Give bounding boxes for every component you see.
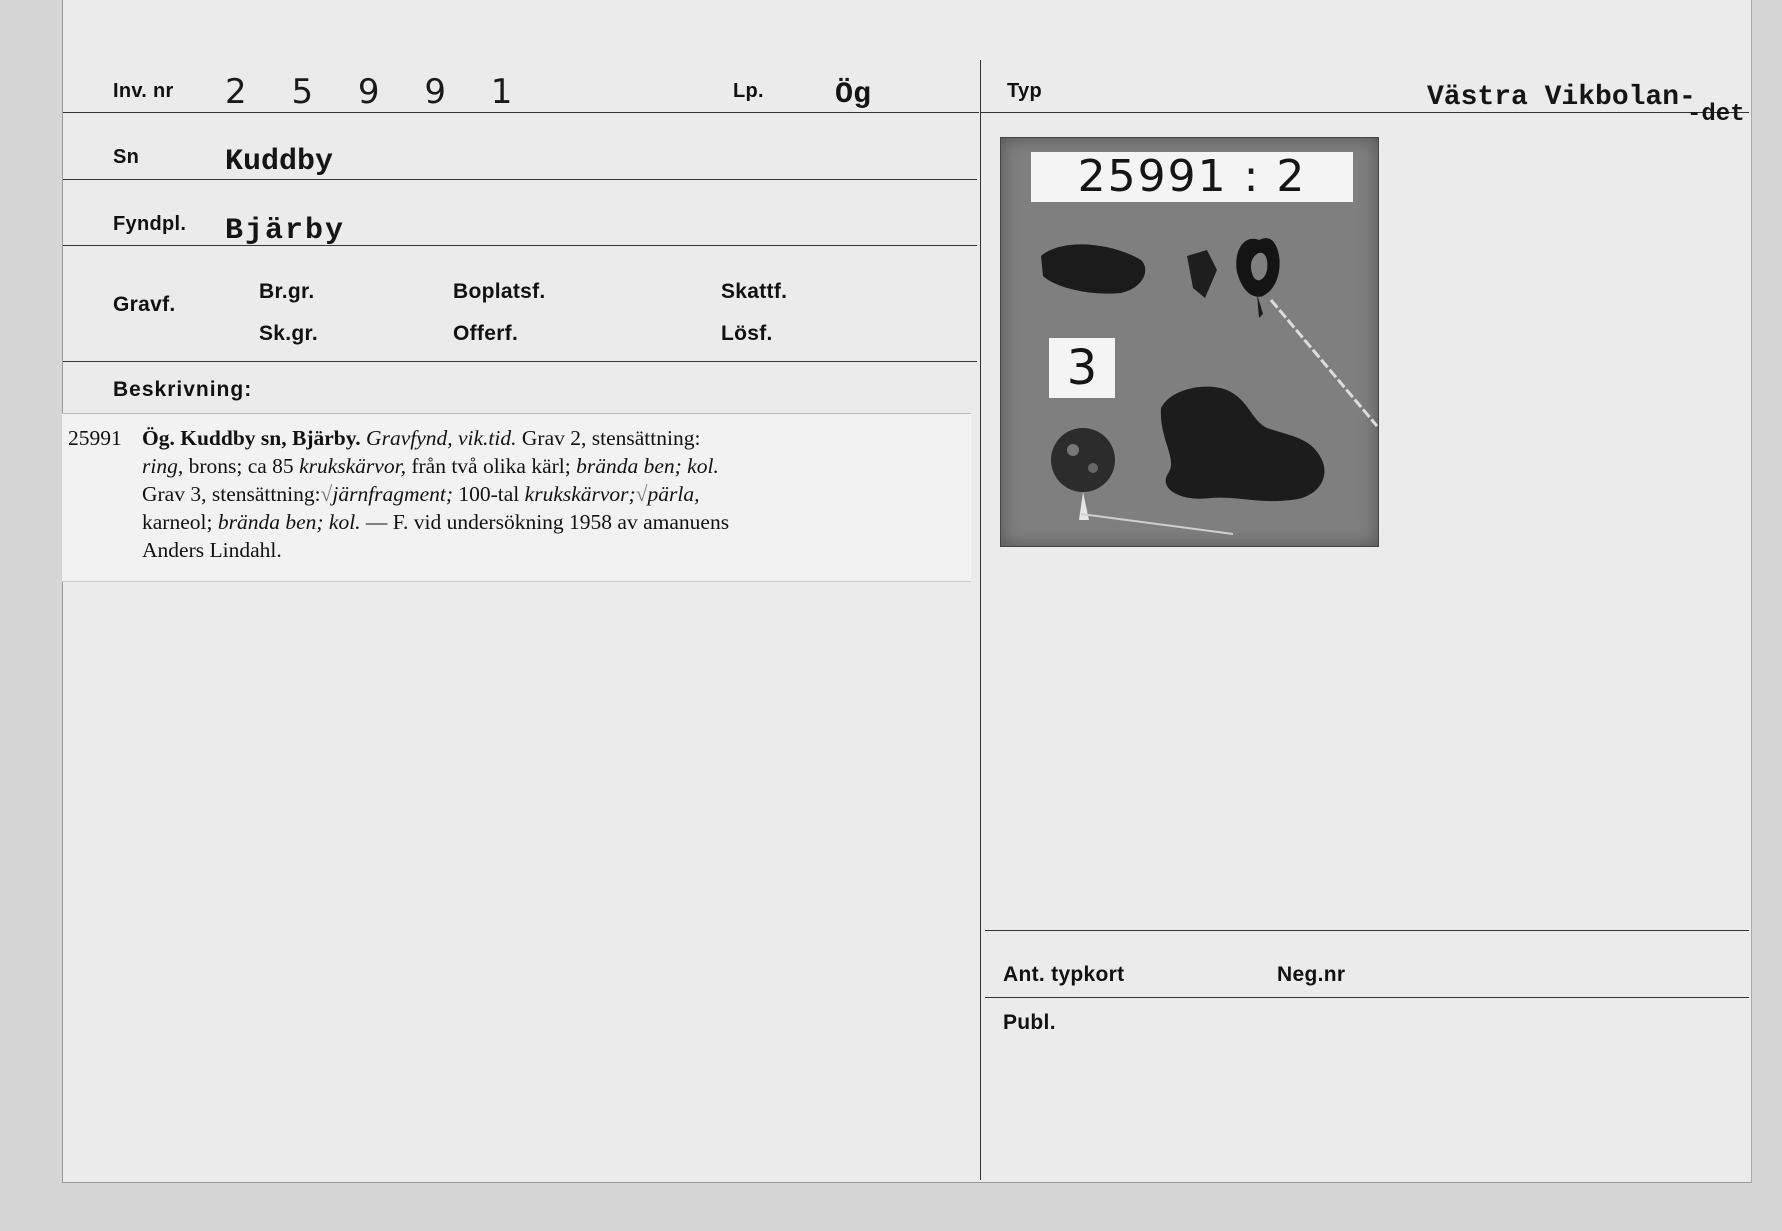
description-line-4 (142, 508, 954, 536)
description-italic: järnfragment; (332, 482, 453, 506)
description-number: 25991 (68, 426, 122, 450)
fyndpl-value: Bjärby (225, 214, 346, 248)
typ-label: Typ (1007, 80, 1042, 102)
rule-neg (985, 997, 1749, 998)
bead-highlight (1067, 444, 1079, 456)
rule-inv (63, 112, 979, 113)
description-slip (62, 413, 971, 582)
beskrivning-label: Beskrivning: (113, 378, 253, 401)
description-line-5: Anders Lindahl. (142, 538, 282, 562)
sn-label: Sn (113, 146, 140, 168)
description-text-part: — F. vid undersökning 1958 av amanuens (365, 510, 730, 534)
wire-line (1081, 514, 1233, 534)
typ-value-line2: -det (1687, 101, 1745, 128)
small-fragment (1187, 250, 1217, 298)
bronze-ring (1236, 238, 1279, 297)
rule-sn (63, 179, 977, 180)
losf-label: Lösf. (721, 322, 773, 345)
offerf-label: Offerf. (453, 322, 519, 345)
skattf-label: Skattf. (721, 280, 788, 303)
description-italic: brända ben; kol. (217, 510, 361, 534)
rule-ant-typkort (985, 930, 1749, 931)
finds-photo (1000, 137, 1379, 547)
check-mark-icon: √ (320, 482, 333, 506)
description-text-part: från två olika kärl; (411, 454, 571, 478)
description-text (142, 424, 954, 564)
ant-typkort-label: Ant. typkort (1003, 963, 1125, 986)
publ-label: Publ. (1003, 1011, 1056, 1034)
description-text-part: brons; ca 85 (188, 454, 294, 478)
fyndpl-label: Fyndpl. (113, 213, 187, 235)
gravf-label: Gravf. (113, 293, 176, 316)
description-site: Ög. Kuddby sn, Bjärby. (142, 426, 361, 450)
iron-lump (1161, 387, 1325, 502)
check-mark-icon: √ (635, 482, 648, 506)
bead-highlight (1088, 463, 1098, 473)
description-italic: krukskärvor; (524, 482, 636, 506)
iron-fragment (1041, 244, 1145, 293)
description-italic: brända ben; kol. (576, 454, 719, 478)
photo-label: 25991 : 2 (1031, 152, 1353, 202)
description-line-2 (142, 452, 954, 480)
description-text-part: Grav 3, stensättning: (142, 482, 321, 506)
description-italic: ring, (142, 454, 184, 478)
inv-value: 2 5 9 9 1 (225, 72, 530, 112)
neg-nr-label: Neg.nr (1277, 963, 1346, 986)
description-italic: pärla, (647, 482, 700, 506)
inv-label: Inv. nr (113, 80, 174, 102)
column-divider (980, 60, 981, 1180)
description-type: Gravfynd, vik.tid. (366, 426, 517, 450)
typ-value-line1: Västra Vikbolan- (1427, 82, 1696, 113)
lp-value: Ög (835, 78, 872, 112)
skgr-label: Sk.gr. (259, 322, 318, 345)
description-text-part: Grav 2, stensättning: (521, 426, 701, 450)
rule-fyndpl (63, 245, 977, 246)
brgr-label: Br.gr. (259, 280, 315, 303)
carnelian-bead (1051, 428, 1115, 492)
description-italic: krukskärvor, (299, 454, 406, 478)
boplatsf-label: Boplatsf. (453, 280, 546, 303)
description-line-3 (142, 480, 954, 508)
lp-label: Lp. (733, 80, 764, 102)
sn-value: Kuddby (225, 145, 334, 179)
description-text-part: karneol; (142, 510, 213, 534)
description-line-1 (142, 424, 954, 452)
ring-tang (1257, 294, 1263, 318)
catalog-card (62, 0, 1752, 1183)
rule-gravf (63, 361, 977, 362)
needle (1271, 300, 1377, 426)
description-text-part: 100-tal (458, 482, 520, 506)
photo-number: 3 (1049, 338, 1115, 398)
